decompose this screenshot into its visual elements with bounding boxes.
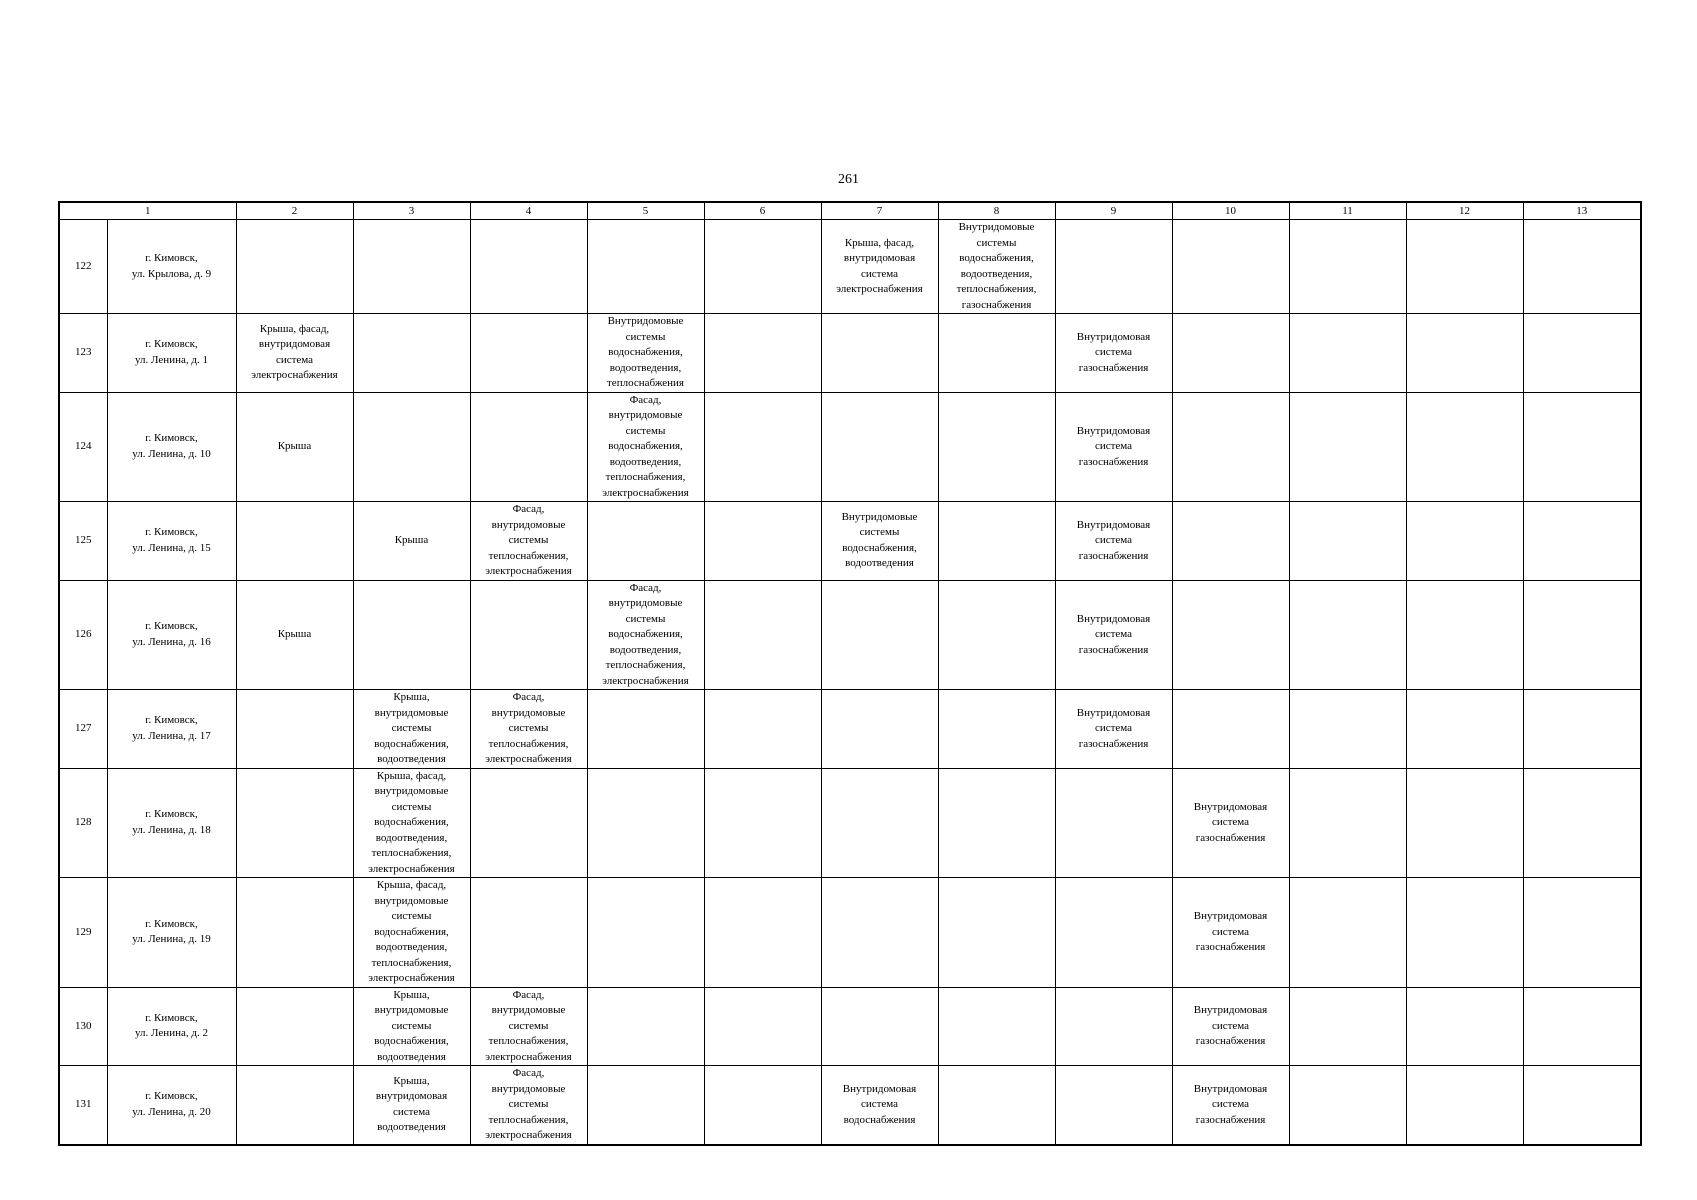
address-cell: г. Кимовск, ул. Ленина, д. 16 <box>107 580 236 690</box>
work-cell-col-8 <box>938 768 1055 878</box>
work-cell-col-13 <box>1523 502 1641 581</box>
work-cell-col-3 <box>353 314 470 393</box>
row-number: 128 <box>59 768 107 878</box>
work-cell-col-8: Внутридомовые системы водоснабжения, водоотведения, теплоснабжения, газоснабжения <box>938 220 1055 314</box>
work-cell-col-3: Крыша, внутридомовые системы водоснабжения, водоотведения <box>353 690 470 769</box>
address-cell: г. Кимовск, ул. Ленина, д. 15 <box>107 502 236 581</box>
work-cell-col-5 <box>587 502 704 581</box>
work-cell-col-5 <box>587 987 704 1066</box>
address-cell: г. Кимовск, ул. Ленина, д. 2 <box>107 987 236 1066</box>
work-cell-col-4: Фасад, внутридомовые системы теплоснабжения, электроснабжения <box>470 1066 587 1145</box>
row-number: 126 <box>59 580 107 690</box>
work-cell-col-3: Крыша, фасад, внутридомовые системы водоснабжения, водоотведения, теплоснабжения, электроснабжения <box>353 878 470 988</box>
work-cell-col-11 <box>1289 987 1406 1066</box>
work-cell-col-4: Фасад, внутридомовые системы теплоснабжения, электроснабжения <box>470 502 587 581</box>
work-cell-col-6 <box>704 987 821 1066</box>
row-number: 125 <box>59 502 107 581</box>
address-cell: г. Кимовск, ул. Ленина, д. 19 <box>107 878 236 988</box>
table-row <box>59 768 1641 878</box>
work-cell-col-9 <box>1055 987 1172 1066</box>
header-cell: 13 <box>1523 202 1641 220</box>
row-number: 122 <box>59 220 107 314</box>
work-cell-col-2: Крыша <box>236 392 353 502</box>
table-row <box>59 690 1641 769</box>
header-cell: 9 <box>1055 202 1172 220</box>
work-cell-col-5: Фасад, внутридомовые системы водоснабжения, водоотведения, теплоснабжения, электроснабжения <box>587 580 704 690</box>
table-row <box>59 502 1641 581</box>
header-row <box>59 202 1641 220</box>
row-number: 123 <box>59 314 107 393</box>
work-cell-col-11 <box>1289 220 1406 314</box>
row-number: 127 <box>59 690 107 769</box>
work-cell-col-6 <box>704 392 821 502</box>
table-row <box>59 580 1641 690</box>
work-cell-col-13 <box>1523 987 1641 1066</box>
work-cell-col-11 <box>1289 502 1406 581</box>
work-cell-col-12 <box>1406 220 1523 314</box>
work-cell-col-12 <box>1406 878 1523 988</box>
work-cell-col-10 <box>1172 220 1289 314</box>
header-cell: 1 <box>59 202 236 220</box>
work-cell-col-6 <box>704 1066 821 1145</box>
work-cell-col-2 <box>236 878 353 988</box>
work-cell-col-7: Крыша, фасад, внутридомовая система электроснабжения <box>821 220 938 314</box>
work-cell-col-5 <box>587 878 704 988</box>
address-cell: г. Кимовск, ул. Крылова, д. 9 <box>107 220 236 314</box>
work-cell-col-13 <box>1523 1066 1641 1145</box>
work-cell-col-10 <box>1172 690 1289 769</box>
work-cell-col-5: Внутридомовые системы водоснабжения, водоотведения, теплоснабжения <box>587 314 704 393</box>
work-cell-col-3: Крыша, фасад, внутридомовые системы водоснабжения, водоотведения, теплоснабжения, электроснабжения <box>353 768 470 878</box>
work-cell-col-10 <box>1172 314 1289 393</box>
work-cell-col-7: Внутридомовая система водоснабжения <box>821 1066 938 1145</box>
work-cell-col-3 <box>353 392 470 502</box>
work-cell-col-8 <box>938 314 1055 393</box>
work-cell-col-13 <box>1523 314 1641 393</box>
work-cell-col-10 <box>1172 580 1289 690</box>
work-cell-col-12 <box>1406 580 1523 690</box>
work-cell-col-3: Крыша, внутридомовая система водоотведения <box>353 1066 470 1145</box>
work-cell-col-13 <box>1523 768 1641 878</box>
header-cell: 7 <box>821 202 938 220</box>
header-cell: 11 <box>1289 202 1406 220</box>
work-cell-col-8 <box>938 987 1055 1066</box>
work-cell-col-11 <box>1289 392 1406 502</box>
table-body <box>59 220 1641 1145</box>
work-cell-col-12 <box>1406 314 1523 393</box>
work-cell-col-7 <box>821 768 938 878</box>
work-cell-col-11 <box>1289 878 1406 988</box>
work-cell-col-8 <box>938 392 1055 502</box>
work-cell-col-13 <box>1523 392 1641 502</box>
work-cell-col-2 <box>236 690 353 769</box>
row-number: 130 <box>59 987 107 1066</box>
work-cell-col-9 <box>1055 878 1172 988</box>
header-cell: 12 <box>1406 202 1523 220</box>
work-cell-col-11 <box>1289 580 1406 690</box>
work-cell-col-2 <box>236 220 353 314</box>
address-cell: г. Кимовск, ул. Ленина, д. 1 <box>107 314 236 393</box>
work-cell-col-8 <box>938 580 1055 690</box>
header-cell: 3 <box>353 202 470 220</box>
work-cell-col-13 <box>1523 580 1641 690</box>
work-cell-col-11 <box>1289 314 1406 393</box>
work-cell-col-2: Крыша <box>236 580 353 690</box>
row-number: 124 <box>59 392 107 502</box>
work-cell-col-7 <box>821 690 938 769</box>
address-cell: г. Кимовск, ул. Ленина, д. 10 <box>107 392 236 502</box>
address-cell: г. Кимовск, ул. Ленина, д. 20 <box>107 1066 236 1145</box>
work-cell-col-2 <box>236 502 353 581</box>
work-cell-col-5 <box>587 768 704 878</box>
work-cell-col-7 <box>821 878 938 988</box>
work-cell-col-4: Фасад, внутридомовые системы теплоснабжения, электроснабжения <box>470 987 587 1066</box>
row-number: 131 <box>59 1066 107 1145</box>
work-cell-col-6 <box>704 878 821 988</box>
work-cell-col-12 <box>1406 690 1523 769</box>
work-cell-col-13 <box>1523 878 1641 988</box>
work-cell-col-13 <box>1523 690 1641 769</box>
table-row <box>59 392 1641 502</box>
work-cell-col-3: Крыша <box>353 502 470 581</box>
work-cell-col-7 <box>821 987 938 1066</box>
row-number: 129 <box>59 878 107 988</box>
table-row <box>59 314 1641 393</box>
table-header <box>59 202 1641 220</box>
work-cell-col-9: Внутридомовая система газоснабжения <box>1055 502 1172 581</box>
work-cell-col-10: Внутридомовая система газоснабжения <box>1172 768 1289 878</box>
work-cell-col-4 <box>470 878 587 988</box>
table-row <box>59 1066 1641 1145</box>
work-cell-col-8 <box>938 878 1055 988</box>
work-cell-col-12 <box>1406 987 1523 1066</box>
work-cell-col-9 <box>1055 220 1172 314</box>
work-cell-col-12 <box>1406 502 1523 581</box>
work-cell-col-7 <box>821 580 938 690</box>
work-cell-col-4 <box>470 392 587 502</box>
header-cell: 4 <box>470 202 587 220</box>
work-cell-col-4: Фасад, внутридомовые системы теплоснабжения, электроснабжения <box>470 690 587 769</box>
work-cell-col-12 <box>1406 768 1523 878</box>
work-cell-col-9: Внутридомовая система газоснабжения <box>1055 314 1172 393</box>
address-cell: г. Кимовск, ул. Ленина, д. 17 <box>107 690 236 769</box>
table-row <box>59 220 1641 314</box>
work-cell-col-11 <box>1289 1066 1406 1145</box>
work-cell-col-12 <box>1406 1066 1523 1145</box>
work-cell-col-4 <box>470 314 587 393</box>
table-row <box>59 987 1641 1066</box>
header-cell: 10 <box>1172 202 1289 220</box>
work-cell-col-5 <box>587 220 704 314</box>
work-cell-col-7 <box>821 392 938 502</box>
work-cell-col-2 <box>236 1066 353 1145</box>
work-cell-col-4 <box>470 580 587 690</box>
work-cell-col-10: Внутридомовая система газоснабжения <box>1172 1066 1289 1145</box>
work-cell-col-10: Внутридомовая система газоснабжения <box>1172 987 1289 1066</box>
work-cell-col-11 <box>1289 768 1406 878</box>
work-cell-col-9: Внутридомовая система газоснабжения <box>1055 392 1172 502</box>
work-cell-col-3 <box>353 580 470 690</box>
work-cell-col-3 <box>353 220 470 314</box>
work-cell-col-10: Внутридомовая система газоснабжения <box>1172 878 1289 988</box>
work-cell-col-6 <box>704 580 821 690</box>
work-cell-col-8 <box>938 690 1055 769</box>
page-number: 261 <box>838 172 859 187</box>
address-cell: г. Кимовск, ул. Ленина, д. 18 <box>107 768 236 878</box>
work-cell-col-5 <box>587 690 704 769</box>
work-cell-col-2 <box>236 768 353 878</box>
capital-repair-table <box>58 201 1642 1146</box>
work-cell-col-8 <box>938 1066 1055 1145</box>
work-cell-col-7: Внутридомовые системы водоснабжения, водоотведения <box>821 502 938 581</box>
work-cell-col-2 <box>236 987 353 1066</box>
work-cell-col-4 <box>470 220 587 314</box>
work-cell-col-2: Крыша, фасад, внутридомовая система электроснабжения <box>236 314 353 393</box>
header-cell: 5 <box>587 202 704 220</box>
header-cell: 6 <box>704 202 821 220</box>
work-cell-col-4 <box>470 768 587 878</box>
work-cell-col-9 <box>1055 1066 1172 1145</box>
work-cell-col-6 <box>704 314 821 393</box>
work-cell-col-12 <box>1406 392 1523 502</box>
work-cell-col-9: Внутридомовая система газоснабжения <box>1055 580 1172 690</box>
work-cell-col-6 <box>704 502 821 581</box>
header-cell: 2 <box>236 202 353 220</box>
work-cell-col-6 <box>704 690 821 769</box>
work-cell-col-10 <box>1172 392 1289 502</box>
header-cell: 8 <box>938 202 1055 220</box>
work-cell-col-11 <box>1289 690 1406 769</box>
work-cell-col-6 <box>704 220 821 314</box>
work-cell-col-9: Внутридомовая система газоснабжения <box>1055 690 1172 769</box>
work-cell-col-5: Фасад, внутридомовые системы водоснабжения, водоотведения, теплоснабжения, электроснабжения <box>587 392 704 502</box>
work-cell-col-8 <box>938 502 1055 581</box>
work-cell-col-5 <box>587 1066 704 1145</box>
work-cell-col-3: Крыша, внутридомовые системы водоснабжения, водоотведения <box>353 987 470 1066</box>
work-cell-col-7 <box>821 314 938 393</box>
work-cell-col-6 <box>704 768 821 878</box>
work-cell-col-9 <box>1055 768 1172 878</box>
work-cell-col-13 <box>1523 220 1641 314</box>
table-row <box>59 878 1641 988</box>
work-cell-col-10 <box>1172 502 1289 581</box>
